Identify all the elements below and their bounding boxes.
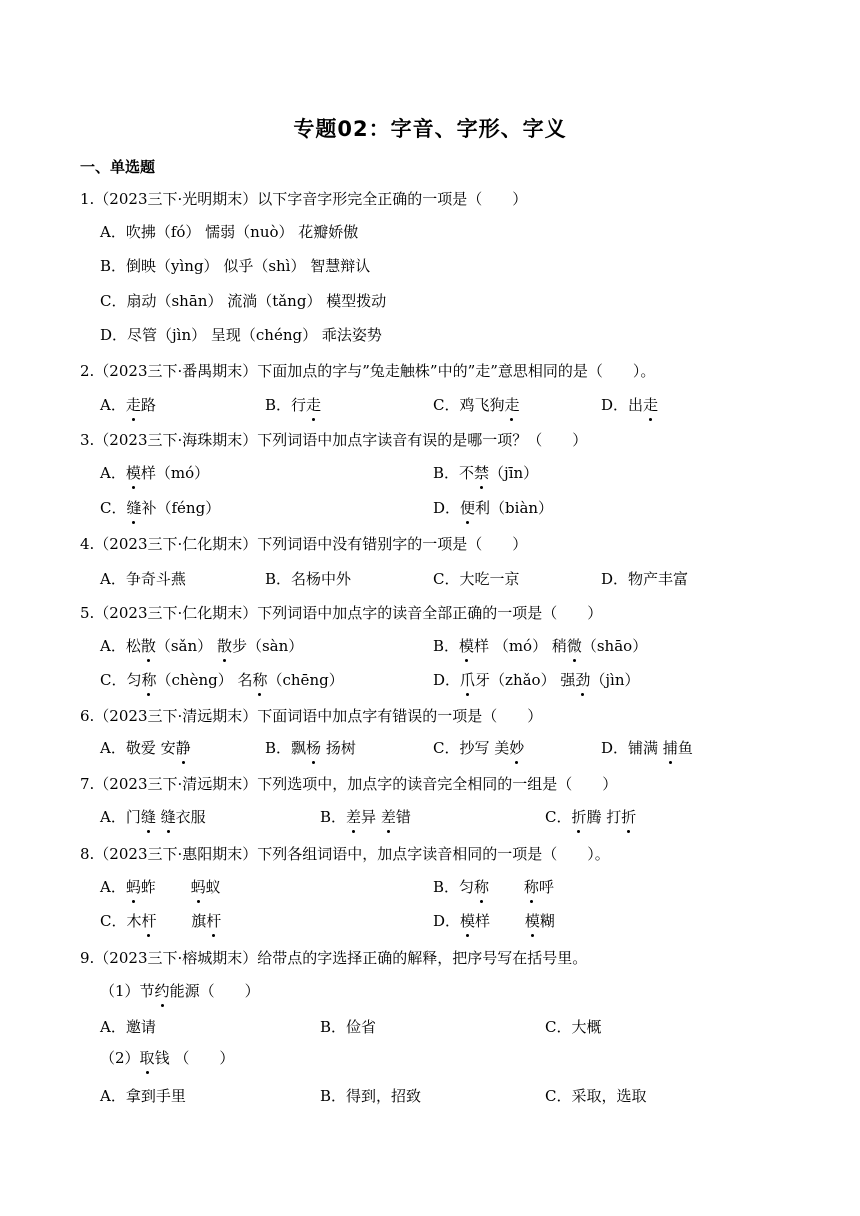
dotted-char: 称	[252, 671, 268, 689]
dotted-char: 蚂	[190, 878, 206, 896]
question-8-option-b	[433, 876, 554, 898]
dotted-char: 便	[460, 499, 476, 517]
option-prefix: A．	[100, 464, 126, 482]
dotted-char: 走	[504, 396, 520, 414]
question-1-option-b: B．倒映（yìng） 似乎（shì） 智慧辩认	[100, 257, 371, 275]
question-3-option-d	[433, 497, 553, 519]
option-suffix: 错	[395, 808, 411, 826]
option-prefix: D．	[433, 912, 461, 930]
option-suffix: 利（biàn）	[475, 499, 554, 517]
dotted-char: 模	[460, 912, 476, 930]
question-6-option-d	[601, 737, 693, 759]
question-1-option-a: A．吹拂（fó） 懦弱（nuò） 花瓣娇傲	[100, 223, 359, 241]
question-1-option-c: C．扇动（shān） 流淌（tǎng） 模型拨动	[100, 292, 387, 310]
option-suffix: 衣服	[175, 808, 206, 826]
dotted-char: 差	[380, 808, 396, 826]
dotted-char: 散	[216, 637, 232, 655]
question-4-option-a: A．争奇斗燕	[100, 570, 186, 588]
question-8-option-c	[100, 910, 221, 932]
option-prefix: C．	[100, 499, 127, 517]
question-8-option-d	[433, 910, 555, 932]
dotted-char: 称	[474, 878, 490, 896]
sub-suffix: 钱 （ ）	[154, 1049, 235, 1067]
question-9-sub-1	[100, 980, 260, 1002]
dotted-char: 蚂	[125, 878, 141, 896]
dotted-char: 杨	[306, 739, 322, 757]
question-5-option-c	[100, 669, 344, 691]
option-prefix: C．	[545, 808, 572, 826]
option-prefix: C．木	[100, 912, 142, 930]
dotted-char: 差	[346, 808, 362, 826]
option-suffix: 路	[140, 396, 156, 414]
option-prefix: A．敬爱 安	[100, 739, 176, 757]
option-text: 牙（zhǎo） 强	[475, 671, 576, 689]
dotted-char: 禁	[474, 464, 490, 482]
option-suffix: 蚁	[205, 878, 221, 896]
question-6-option-c	[433, 737, 524, 759]
question-2-option-b	[265, 394, 321, 416]
option-prefix: B．	[433, 637, 460, 655]
dotted-char: 缝	[126, 499, 142, 517]
question-6-option-a	[100, 737, 191, 759]
dotted-char: 折	[571, 808, 587, 826]
question-7-stem: 7.（2023三下·清远期末）下列选项中，加点字的读音完全相同的一组是（ ）	[80, 775, 618, 793]
question-8-stem: 8.（2023三下·惠阳期末）下列各组词语中，加点字读音相同的一项是（ ）。	[80, 845, 610, 863]
option-text: 样 （mó） 稍	[474, 637, 567, 655]
option-suffix: 鱼	[677, 739, 693, 757]
option-suffix: （jīn）	[489, 464, 539, 482]
option-prefix: C．匀	[100, 671, 142, 689]
sub-suffix: 能源（ ）	[169, 982, 260, 1000]
question-9-stem: 9.（2023三下·榕城期末）给带点的字选择正确的解释，把序号写在括号里。	[80, 949, 588, 967]
dotted-char: 模	[524, 912, 540, 930]
option-prefix: B．	[320, 808, 347, 826]
option-suffix: 扬树	[321, 739, 356, 757]
page-title: 专题02：字音、字形、字义	[293, 117, 567, 141]
question-9-sub-2-option-c: C．采取，选取	[545, 1087, 647, 1105]
option-suffix: （shāo）	[581, 637, 648, 655]
option-suffix: 呼	[538, 878, 554, 896]
question-3-option-b	[433, 462, 538, 484]
option-suffix: 步（sàn）	[231, 637, 304, 655]
question-9-sub-2	[100, 1047, 234, 1069]
option-text	[489, 878, 524, 896]
option-text: 异	[361, 808, 381, 826]
dotted-char: 走	[643, 396, 659, 414]
option-suffix: 糊	[539, 912, 555, 930]
dotted-char: 散	[140, 637, 156, 655]
dotted-char: 模	[459, 637, 475, 655]
option-prefix: A．门	[100, 808, 141, 826]
option-suffix: 补（féng）	[141, 499, 221, 517]
question-4-option-d: D．物产丰富	[601, 570, 689, 588]
option-suffix: （chēng）	[267, 671, 344, 689]
question-5-stem: 5.（2023三下·仁化期末）下列词语中加点字的读音全部正确的一项是（ ）	[80, 604, 603, 622]
option-prefix: A．	[100, 878, 126, 896]
dotted-char: 折	[621, 808, 637, 826]
dotted-char: 杆	[141, 912, 157, 930]
option-text: 旗	[156, 912, 207, 930]
option-text: （chèng） 名	[156, 671, 253, 689]
option-prefix: A．	[100, 396, 126, 414]
question-5-option-d	[433, 669, 639, 691]
question-9-sub-2-option-a: A．拿到手里	[100, 1087, 186, 1105]
option-prefix: D．	[433, 671, 461, 689]
question-6-stem: 6.（2023三下·清远期末）下面词语中加点字有错误的一项是（ ）	[80, 707, 543, 725]
dotted-char: 微	[566, 637, 582, 655]
dotted-char: 走	[125, 396, 141, 414]
dotted-char: 约	[154, 982, 170, 1000]
question-1-stem: 1.（2023三下·光明期末）以下字音字形完全正确的一项是（ ）	[80, 190, 528, 208]
dotted-char: 捕	[662, 739, 678, 757]
dotted-char: 劲	[575, 671, 591, 689]
question-2-option-c	[433, 394, 520, 416]
option-suffix: （jìn）	[590, 671, 640, 689]
question-7-option-b	[320, 806, 411, 828]
sub-prefix: （1）节	[100, 982, 155, 1000]
question-4-option-b: B．名杨中外	[265, 570, 352, 588]
question-9-sub-1-option-b: B．俭省	[320, 1018, 377, 1036]
option-prefix: D．	[433, 499, 461, 517]
dotted-char: 爪	[460, 671, 476, 689]
option-prefix: D．出	[601, 396, 644, 414]
dotted-char: 静	[175, 739, 191, 757]
option-text: 蚱	[140, 878, 191, 896]
option-prefix: B．匀	[433, 878, 475, 896]
dotted-char: 称	[141, 671, 157, 689]
question-3-option-a	[100, 462, 209, 484]
question-7-option-c	[545, 806, 636, 828]
question-2-option-d	[601, 394, 658, 416]
option-prefix: B．行	[265, 396, 307, 414]
dotted-char: 缝	[160, 808, 176, 826]
option-text: 样	[475, 912, 525, 930]
dotted-char: 称	[523, 878, 539, 896]
question-7-option-a	[100, 806, 206, 828]
option-prefix: B．飘	[265, 739, 307, 757]
question-5-option-a	[100, 635, 303, 657]
question-9-sub-2-option-b: B．得到，招致	[320, 1087, 422, 1105]
section-heading: 一、单选题	[80, 158, 156, 176]
dotted-char: 取	[139, 1049, 155, 1067]
sub-prefix: （2）	[100, 1049, 140, 1067]
question-2-stem: 2.（2023三下·番禺期末）下面加点的字与”兔走触株”中的”走”意思相同的是（ ）。	[80, 362, 656, 380]
option-prefix: C．抄写 美	[433, 739, 510, 757]
option-prefix: A．松	[100, 637, 141, 655]
question-4-option-c: C．大吃一京	[433, 570, 520, 588]
question-4-stem: 4.（2023三下·仁化期末）下列词语中没有错别字的一项是（ ）	[80, 535, 528, 553]
dotted-char: 走	[306, 396, 322, 414]
option-suffix: 样（mó）	[140, 464, 210, 482]
question-5-option-b	[433, 635, 647, 657]
dotted-char: 缝	[140, 808, 156, 826]
question-3-stem: 3.（2023三下·海珠期末）下列词语中加点字读音有误的是哪一项？（ ）	[80, 431, 588, 449]
question-9-sub-1-option-c: C．大概	[545, 1018, 602, 1036]
option-text: （sǎn）	[155, 637, 217, 655]
question-2-option-a	[100, 394, 156, 416]
option-prefix: D．铺满	[601, 739, 663, 757]
dotted-char: 模	[125, 464, 141, 482]
option-text: 腾 打	[586, 808, 622, 826]
dotted-char: 杆	[206, 912, 222, 930]
question-6-option-b	[265, 737, 356, 759]
question-1-option-d: D．尽管（jìn） 呈现（chéng） 乖法姿势	[100, 326, 382, 344]
question-9-sub-1-option-a: A．邀请	[100, 1018, 156, 1036]
dotted-char: 妙	[509, 739, 525, 757]
option-prefix: B．不	[433, 464, 475, 482]
option-prefix: C．鸡飞狗	[433, 396, 505, 414]
question-3-option-c	[100, 497, 220, 519]
question-8-option-a	[100, 876, 221, 898]
